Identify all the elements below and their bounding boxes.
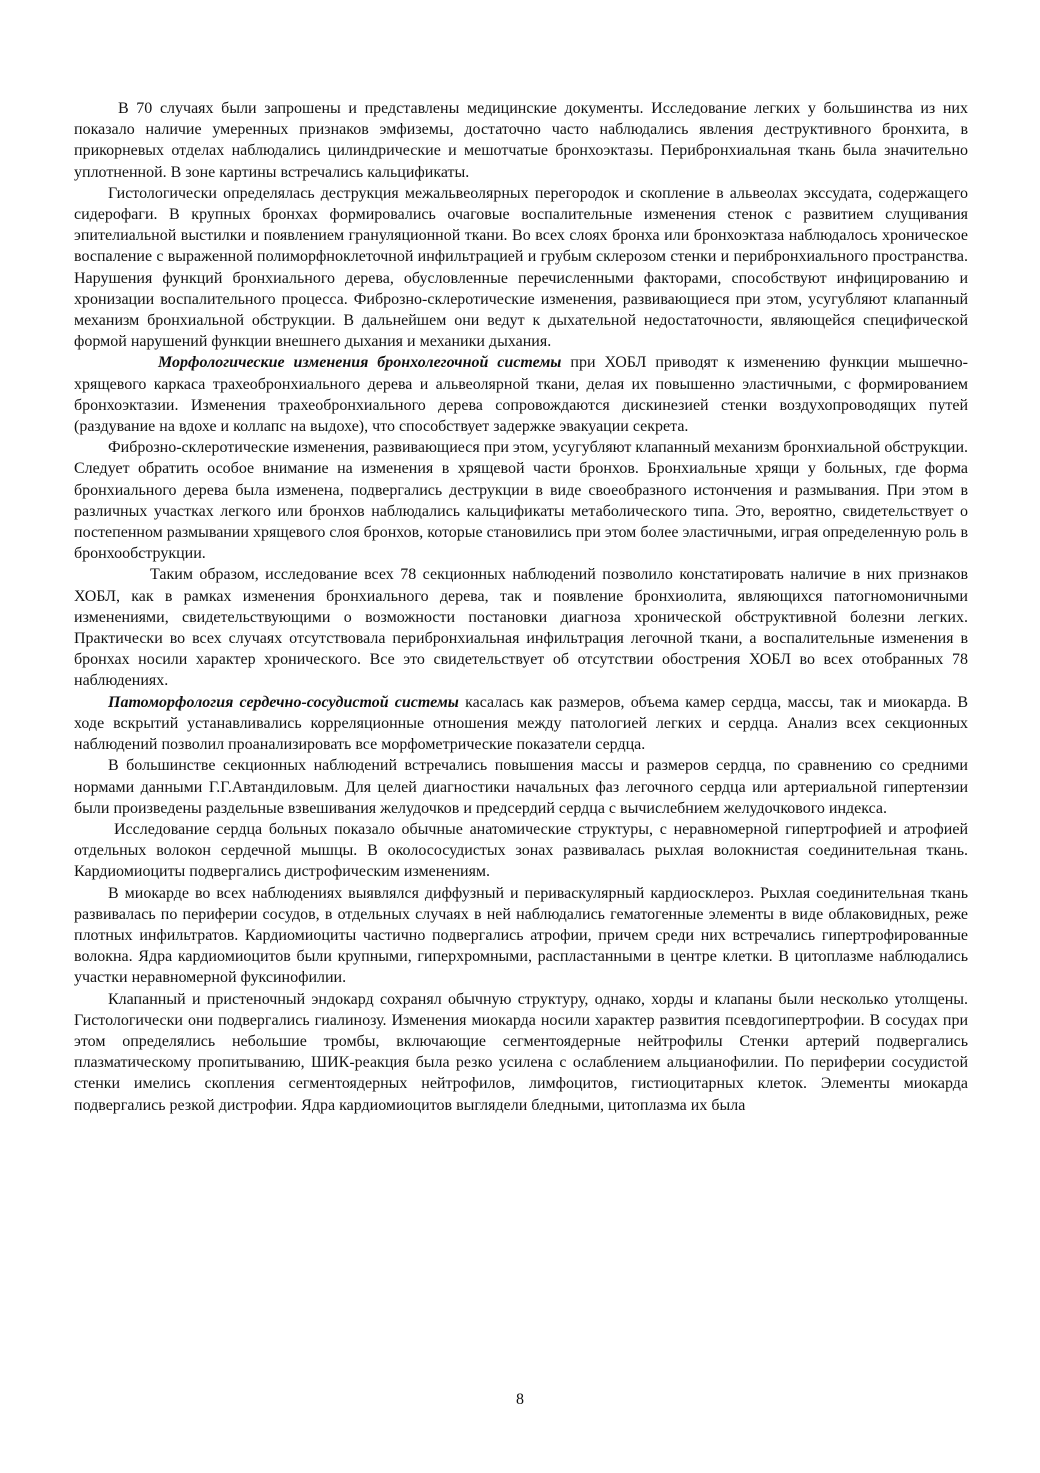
paragraph-cardiosclerosis: В миокарде во всех наблюдениях выявлялся диффузный и периваскулярный кардиосклероз. Рыхлая соединительная ткань развивалась по периферии сосудов, в отдельных случаях в ней наблюдались гематогенные элементы в виде облаковидных, реже плотных инфильтратов. Кардиомиоциты частично подвергались атрофии, причем среди них встречались гипертрофированные волокна. Ядра кардиомиоцитов были крупными, гиперхромными, распластанными в центре клетки. В цитоплазме наблюдались участки неравномерной фуксинофилии. bbox=[74, 884, 968, 987]
paragraph-text: при ХОБЛ приводят к изменению функции мышечно-хрящевого каркаса трахеобронхиального дерева и альвеолярной ткани, делая их повышенно эластичными, с формированием бронхоэктазии. Изменения трахеобронхиального дерева сопровождаются дискинезией стенки воздухопроводящих путей (раздувание на вдохе и коллапс на выдохе), что способствует задержке эвакуации секрета. bbox=[74, 354, 969, 436]
paragraph-text: касалась как размеров, объема камер сердца, массы, так и миокарда. В ходе вскрытий устанавливались корреляционные отношения между патологией легких и сердца. Анализ всех секционных наблюдений позволил проанализировать все морфометрические показатели сердца. bbox=[74, 693, 969, 754]
paragraph-cardiovascular-pathology bbox=[74, 692, 968, 756]
section-heading-bronchopulmonary: Морфологические изменения бронхолегочной системы bbox=[158, 354, 562, 372]
paragraph-conclusion-copd: Таким образом, исследование всех 78 секционных наблюдений позволило констатировать наличие в них признаков ХОБЛ, как в рамках изменения бронхиального дерева, так и появление бронхиолита, являющихся патогномоничными изменениями, свидетельствующими о возможности постановки диагноза хронической обструктивной болезни легких. Практически во всех случаях отсутствовала перибронхиальная инфильтрация легочной ткани, а воспалительные изменения в бронхах носили характер хронического. Все это свидетельствует об отсутствии обострения ХОБЛ во всех отобранных 78 наблюдениях. bbox=[74, 566, 968, 690]
paragraph-heart-structure: Исследование сердца больных показало обычные анатомические структуры, с неравномерной гипертрофией и атрофией отдельных волокон сердечной мышцы. В околососудистых зонах развивалась рыхлая волокнистая соединительная ткань. Кардиомиоциты подвергались дистрофическим изменениям. bbox=[74, 820, 968, 881]
page-number: 8 bbox=[516, 1391, 524, 1408]
paragraph-medical-documents: В 70 случаях были запрошены и представлены медицинские документы. Исследование легких у большинства из них показало наличие умеренных признаков эмфиземы, достаточно часто наблюдались явления деструктивного бронхита, в прикорневых отделах наблюдались цилиндрические и мешотчатые бронхоэктазы. Перибронхиальная ткань была значительно уплотненной. В зоне картины встречались кальцификаты. bbox=[74, 100, 968, 181]
paragraph-bronchopulmonary-morphology bbox=[74, 352, 968, 437]
paragraph-heart-mass: В большинстве секционных наблюдений встречались повышения массы и размеров сердца, по сравнению со средними нормами данными Г.Г.Автандиловым. Для целей диагностики начальных фаз легочного сердца или артериальной гипертензии были произведены раздельные взвешивания желудочков и предсердий сердца с вычислебнием желудочкового индекса. bbox=[74, 757, 968, 817]
document-body bbox=[74, 98, 968, 1116]
paragraph-cartilage-changes: Фиброзно-склеротические изменения, развивающиеся при этом, усугубляют клапанный механизм бронхиальной обструкции. Следует обратить особое внимание на изменения в хрящевой части бронхов. Бронхиальные хрящи у больных, где форма бронхиального дерева была изменена, подвергались деструкции в виде своеобразного истончения и размывания. При этом в различных участках легкого или бронхов наблюдались кальцификаты метаболического типа. Это, вероятно, свидетельствует о постепенном размывании хрящевого слоя бронхов, которые становились при этом более эластичными, играя определенную роль в бронхообструкции. bbox=[74, 439, 969, 563]
paragraph-histology: Гистологически определялась деструкция межальвеолярных перегородок и скопление в альвеолах экссудата, содержащего сидерофаги. В крупных бронхах формировались очаговые воспалительные изменения стенок с развитием слущивания эпителиальной выстилки и появлением грануляционной ткани. Во всех слоях бронха или бронхоэктаза наблюдалось хроническое воспаление с выраженной полиморфноклеточной инфильтрацией и грубым склерозом стенки и перибронхиального пространства. Нарушения функций бронхиального дерева, обусловленные перечисленными факторами, способствуют инфицированию и хронизации воспалительного процесса. Фиброзно-склеротические изменения, развивающиеся при этом, усугубляют клапанный механизм бронхиальной обструкции. В дальнейшем они ведут к дыхательной недостаточности, являющейся специфической формой нарушений функции внешнего дыхания и механики дыхания. bbox=[74, 184, 968, 351]
paragraph-endocardium: Клапанный и пристеночный эндокард сохранял обычную структуру, однако, хорды и клапаны были несколько утолщены. Гистологически они подвергались гиалинозу. Изменения миокарда носили характер развития псевдогипертрофии. В сосудах при этом определялись небольшие тромбы, включающие сегментоядерные нейтрофилы Стенки артерий подвергались плазматическому пропитыванию, ШИК-реакция была резко усилена с ослаблением альцианофилии. По периферии сосудистой стенки имелись скопления сегментоядерных нейтрофилов, лимфоцитов, гистиоцитарных клеток. Элементы миокарда подвергались резкой дистрофии. Ядра кардиомиоцитов выглядели бледными, цитоплазма их была bbox=[74, 990, 968, 1114]
section-heading-cardiovascular: Патоморфология сердечно-сосудистой системы bbox=[108, 693, 459, 711]
